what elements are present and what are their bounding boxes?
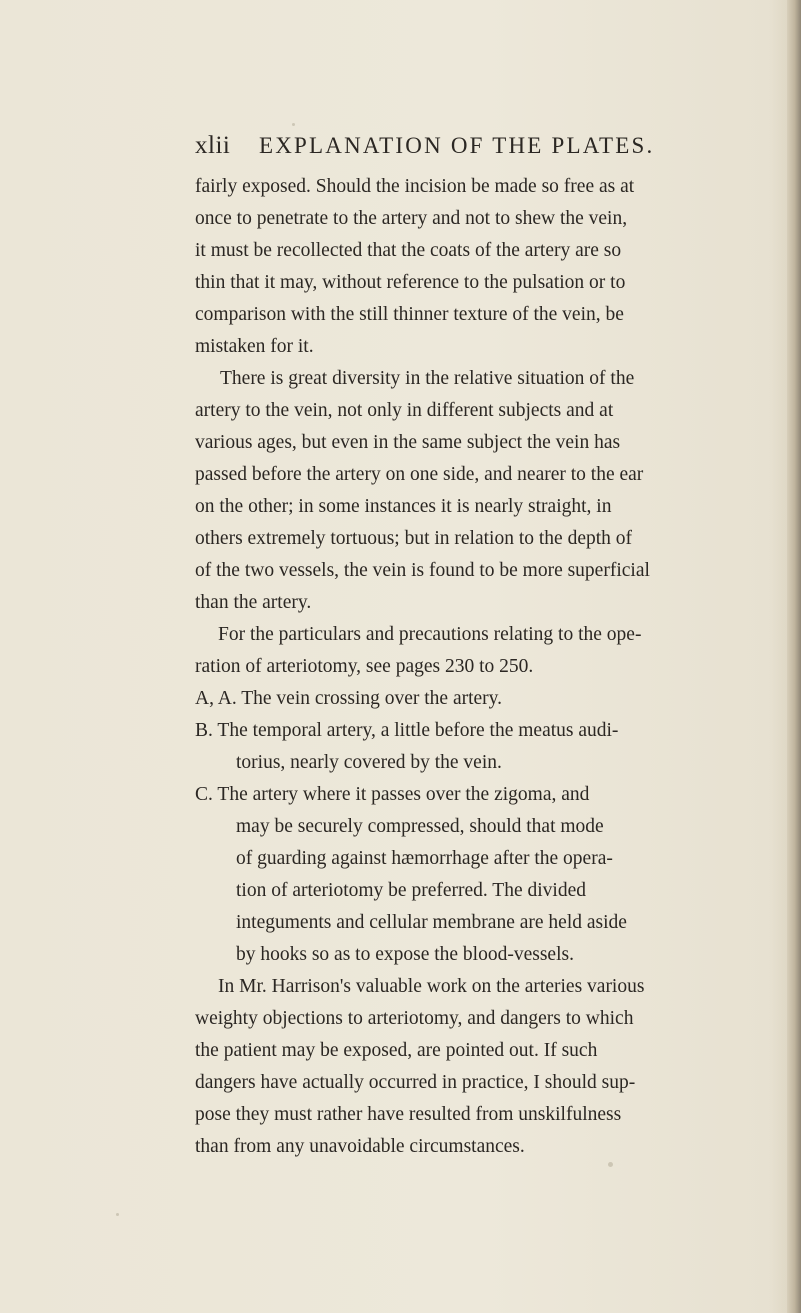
text-line: comparison with the still thinner texture of the vein, be: [195, 304, 624, 325]
text-line: once to penetrate to the artery and not to shew the vein,: [195, 208, 628, 229]
plate-item-b: B. The temporal artery, a little before the meatus audi-: [195, 720, 619, 741]
text-line: than the artery.: [195, 592, 312, 613]
text-line: thin that it may, without reference to the pulsation or to: [195, 272, 626, 293]
text-line: may be securely compressed, should that mode: [236, 816, 604, 837]
running-head: [195, 132, 755, 166]
plate-item-c: C. The artery where it passes over the zigoma, and: [195, 784, 590, 805]
plate-item-a: A, A. The vein crossing over the artery.: [195, 688, 503, 709]
text-line: For the particulars and precautions relating to the ope-: [218, 624, 642, 645]
page-number: xlii: [195, 132, 231, 159]
page-edge-shadow: [787, 0, 801, 1313]
text-line: others extremely tortuous; but in relation to the depth of: [195, 528, 633, 549]
paper-speck: [292, 123, 295, 126]
text-line: by hooks so as to expose the blood-vessels.: [236, 944, 574, 965]
text-line: tion of arteriotomy be preferred. The divided: [236, 880, 586, 901]
text-line: mistaken for it.: [195, 336, 314, 357]
text-line: torius, nearly covered by the vein.: [236, 752, 502, 773]
paper-speck: [116, 1213, 119, 1216]
text-line: fairly exposed. Should the incision be made so free as at: [195, 176, 635, 197]
text-line: artery to the vein, not only in different subjects and at: [195, 400, 614, 421]
text-line: it must be recollected that the coats of the artery are so: [195, 240, 622, 261]
text-line: than from any unavoidable circumstances.: [195, 1136, 525, 1157]
text-line: weighty objections to arteriotomy, and dangers to which: [195, 1008, 634, 1029]
text-line: There is great diversity in the relative situation of the: [220, 368, 635, 389]
text-line: the patient may be exposed, are pointed out. If such: [195, 1040, 598, 1061]
paper-speck: [608, 1162, 613, 1167]
text-line: of guarding against hæmorrhage after the opera-: [236, 848, 613, 869]
running-title: EXPLANATION OF THE PLATES.: [259, 133, 655, 158]
text-line: In Mr. Harrison's valuable work on the arteries various: [218, 976, 645, 997]
text-line: dangers have actually occurred in practice, I should sup-: [195, 1072, 636, 1093]
text-line: of the two vessels, the vein is found to be more superficial: [195, 560, 650, 581]
text-line: pose they must rather have resulted from unskilfulness: [195, 1104, 622, 1125]
text-line: various ages, but even in the same subject the vein has: [195, 432, 621, 453]
text-line: ration of arteriotomy, see pages 230 to 250.: [195, 656, 534, 677]
text-line: integuments and cellular membrane are held aside: [236, 912, 627, 933]
text-line: passed before the artery on one side, and nearer to the ear: [195, 464, 644, 485]
text-line: on the other; in some instances it is nearly straight, in: [195, 496, 612, 517]
